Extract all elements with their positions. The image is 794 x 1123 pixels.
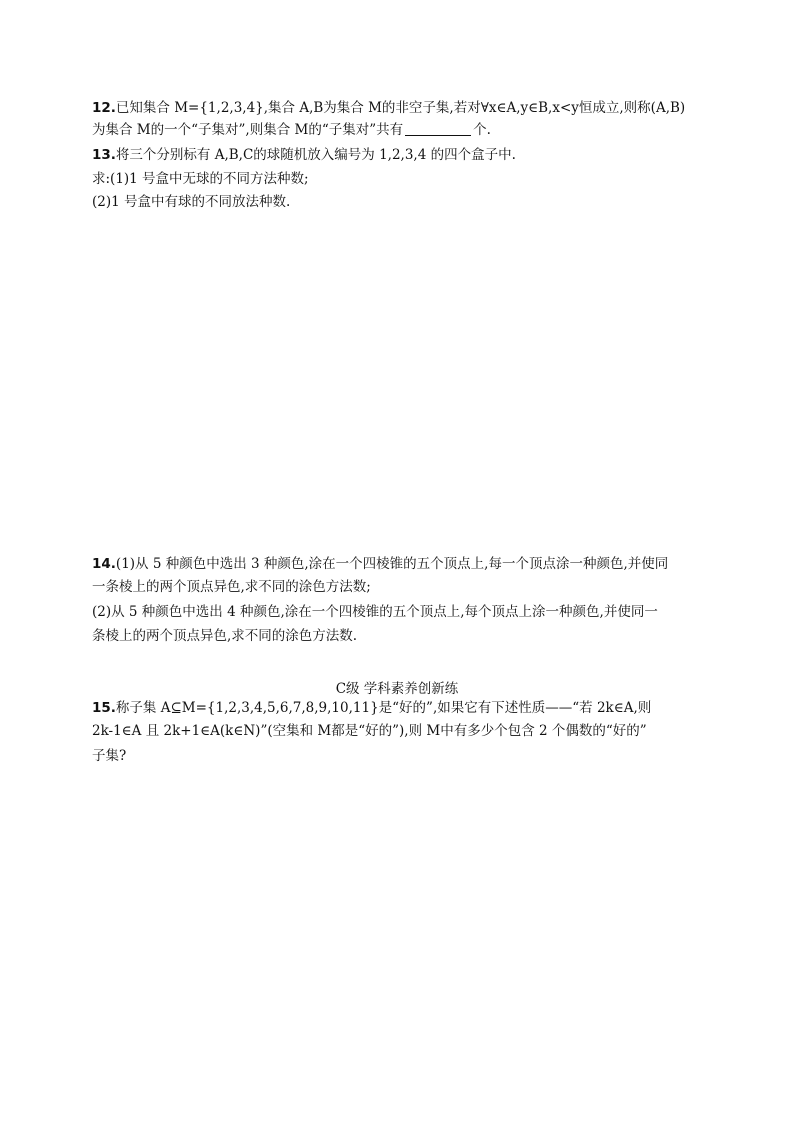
q15-line-2 — [92, 722, 647, 740]
question-number: 12. — [92, 100, 116, 116]
q12-line-2 — [92, 121, 491, 139]
question-text: 个. — [473, 122, 491, 138]
section-heading: C级 学科素养创新练 — [335, 681, 459, 697]
question-text: 条棱上的两个顶点异色,求不同的涂色方法数. — [92, 628, 358, 644]
q14-line-4 — [92, 627, 357, 645]
question-text: 2k-1∈A 且 2k+1∈A(k∈N)”(空集和 M都是“好的”),则 M中有多少个包含 2 个偶数的“好的” — [92, 723, 647, 739]
question-number: 14. — [92, 556, 116, 572]
q15-line-3 — [92, 747, 126, 765]
question-text: (1)从 5 种颜色中选出 3 种颜色,涂在一个四棱锥的五个顶点上,每一个顶点涂一种颜色,并使同 — [115, 556, 669, 572]
q14-line-1 — [92, 555, 668, 573]
question-text: (2)从 5 种颜色中选出 4 种颜色,涂在一个四棱锥的五个顶点上,每个顶点上涂一种颜色,并使同一 — [92, 604, 658, 620]
q12-line-1 — [92, 99, 685, 117]
question-text: 为集合 M的一个“子集对”,则集合 M的“子集对”共有 — [92, 122, 404, 138]
q13-line-3 — [92, 193, 290, 211]
question-number: 13. — [92, 147, 116, 163]
q15-line-1 — [92, 699, 651, 717]
answer-blank — [405, 122, 471, 136]
question-text: 求:(1)1 号盒中无球的不同方法种数; — [92, 171, 309, 187]
question-text: 称子集 A⊆M={1,2,3,4,5,6,7,8,9,10,11}是“好的”,如果它有下述性质——“若 2k∈A,则 — [115, 700, 652, 716]
question-text: 一条棱上的两个顶点异色,求不同的涂色方法数; — [92, 579, 371, 595]
question-text: (2)1 号盒中有球的不同放法种数. — [92, 194, 291, 210]
question-text: 子集? — [92, 748, 127, 764]
q14-line-3 — [92, 603, 658, 621]
q13-line-1 — [92, 146, 516, 164]
q14-line-2 — [92, 578, 371, 596]
question-number: 15. — [92, 700, 116, 716]
question-text: 已知集合 M={1,2,3,4},集合 A,B为集合 M的非空子集,若对∀x∈A,y∈B,x<y恒成立,则称(A,B) — [115, 100, 686, 116]
question-text: 将三个分别标有 A,B,C的球随机放入编号为 1,2,3,4 的四个盒子中. — [115, 147, 516, 163]
q13-line-2 — [92, 170, 309, 188]
